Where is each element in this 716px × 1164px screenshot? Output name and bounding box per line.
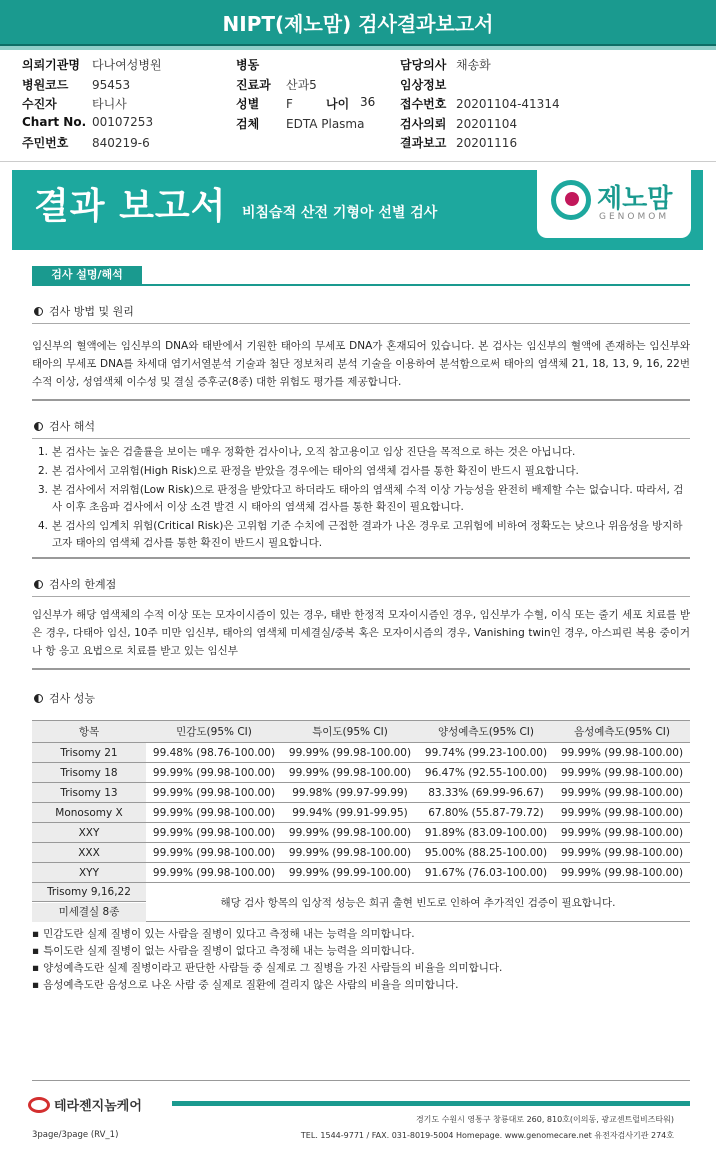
table-row [32, 743, 690, 763]
info-label: 의뢰기관명 [22, 58, 80, 72]
company-g-icon [28, 1097, 50, 1113]
info-label: Chart No. [22, 114, 87, 129]
table-cell: 99.99% (99.98-100.00) [282, 743, 418, 763]
info-value: 20201104-41314 [456, 97, 560, 111]
item-number: 3. [38, 484, 49, 496]
table-row [32, 803, 690, 823]
info-label: 병원코드 [22, 77, 69, 92]
info-value: EDTA Plasma [286, 116, 365, 131]
table-cell: 99.48% (98.76-100.00) [146, 743, 282, 763]
table-cell: 99.98% (99.97-99.99) [282, 783, 418, 803]
table-row [32, 823, 690, 843]
table-cell: 83.33% (69.99-96.67) [418, 783, 554, 803]
item-number: 4. [38, 520, 49, 532]
info-label: 병동 [236, 58, 260, 72]
table-cell: 91.67% (76.03-100.00) [418, 863, 554, 883]
info-label: 접수번호 [400, 97, 447, 111]
table-cell: 99.99% (99.98-100.00) [554, 803, 690, 823]
table-cell: Monosomy X [32, 803, 146, 823]
table-header-row [32, 721, 690, 743]
info-value: 20201116 [456, 136, 518, 150]
info-value: 타니사 [92, 97, 127, 111]
info-label: 주민번호 [22, 136, 69, 150]
table-cell: XYY [32, 863, 146, 883]
limits-end-rule [32, 668, 690, 670]
info-label: 진료과 [236, 77, 271, 92]
info-column-3 [400, 56, 560, 154]
logo-subtext: GENOMOM [599, 212, 670, 222]
rare-label-trisomy: Trisomy 9,16,22 [32, 883, 146, 902]
info-column-1 [22, 56, 162, 154]
item-text: 본 검사는 높은 검출률을 보이는 매우 정확한 검사이나, 오직 참고용이고 임상 진단을 목적으로 하는 것은 아닙니다. [52, 446, 576, 458]
rare-note: 해당 검사 항목의 임상적 성능은 희귀 출현 빈도로 인하여 추가적인 검증이 필요합니다. [220, 897, 616, 909]
company-name: 테라젠지놈케어 [54, 1099, 142, 1114]
info-value: F [286, 97, 293, 111]
info-label: 결과보고 [400, 136, 447, 150]
column-header: 음성예측도(95% CI) [554, 721, 690, 743]
limits-heading [34, 576, 116, 592]
report-title: NIPT(제노맘) 검사결과보고서 [0, 0, 716, 46]
section-tab: 검사 설명/해석 [32, 266, 142, 284]
interpretation-end-rule [32, 557, 690, 559]
limits-heading-text: 검사의 한계점 [49, 578, 117, 591]
banner-title: 결과 보고서 [34, 186, 227, 227]
performance-heading [34, 690, 95, 706]
table-cell: Trisomy 21 [32, 743, 146, 763]
info-value: 95453 [92, 77, 131, 92]
info-divider [0, 161, 716, 162]
table-cell: 99.99% (99.98-100.00) [146, 763, 282, 783]
info-value: 840219-6 [92, 136, 150, 150]
table-cell: 99.99% (99.98-100.00) [146, 843, 282, 863]
company-contact: TEL. 1544-9771 / FAX. 031-8019-5004 Homepage. www.genomecare.net 유전자검사기관 274호 [300, 1131, 674, 1140]
info-value: 다나여성병원 [92, 58, 162, 72]
table-cell: 99.99% (99.98-100.00) [146, 863, 282, 883]
interpretation-list [38, 444, 688, 554]
rare-label-microdeletion: 미세결실 8종 [32, 903, 146, 922]
column-header: 양성예측도(95% CI) [418, 721, 554, 743]
table-cell: Trisomy 18 [32, 763, 146, 783]
banner-subtitle: 비침습적 산전 기형아 선별 검사 [242, 205, 438, 221]
limits-text: 임신부가 해당 염색체의 수적 이상 또는 모자이시즘이 있는 경우, 태반 한정적 모자이시즘인 경우, 임신부가 수혈, 이식 또는 줄기 세포 치료를 받은 경우, 다태아 임신, 10주 미만 임신부, 태아의 염색체 미세결실/중복 혹은 모자이시즘의 경우, Vanishing twin인 경우, 아스피린 복용 중이거나 항 응고 요법으로 치료를 받고 있는 임신부 [32, 609, 690, 657]
footer-accent-bar [172, 1101, 690, 1106]
info-label: 검사의뢰 [400, 116, 447, 131]
logo-dot-icon [565, 192, 579, 206]
info-label: 검체 [236, 116, 260, 131]
company-address: 경기도 수원시 영통구 창룡대로 260, 810호(이의동, 광교센트럴비즈타워) [415, 1115, 674, 1124]
method-heading [34, 303, 134, 319]
column-header: 민감도(95% CI) [146, 721, 282, 743]
age-value: 36 [360, 95, 376, 109]
table-cell: 99.99% (99.98-100.00) [146, 823, 282, 843]
title-underline [0, 46, 716, 50]
performance-heading-text: 검사 성능 [49, 692, 96, 705]
column-header: 항목 [32, 721, 146, 743]
page-number: 3page/3page (RV_1) [32, 1130, 119, 1140]
table-cell: 99.99% (99.98-100.00) [554, 763, 690, 783]
info-label: 임상정보 [400, 77, 447, 92]
table-cell: 99.99% (99.98-100.00) [282, 843, 418, 863]
info-value: 20201104 [456, 116, 518, 131]
company-logo [28, 1095, 142, 1114]
info-label: 담당의사 [400, 58, 447, 72]
list-item [38, 482, 688, 516]
table-row [32, 783, 690, 803]
logo-text: 제노맘 [597, 184, 673, 214]
table-cell: XXY [32, 823, 146, 843]
note-item: ▪ 양성예측도란 실제 질병이라고 판단한 사람들 중 실제로 그 질병을 가진 사람들의 비율을 의미합니다. [32, 960, 502, 977]
genomom-logo [537, 170, 691, 238]
table-cell: 99.99% (99.98-100.00) [282, 823, 418, 843]
item-text: 본 검사의 임계치 위험(Critical Risk)은 고위험 기준 수치에 근접한 결과가 나온 경우로 고위험에 비하여 정확도는 낮으나 위음성을 방지하고자 태아의 염색체 검사를 통한 확진이 반드시 필요합니다. [52, 520, 683, 549]
section-line [32, 284, 690, 286]
table-cell: 99.99% (99.98-100.00) [554, 863, 690, 883]
method-text: 임신부의 혈액에는 임신부의 DNA와 태반에서 기원한 태아의 무세포 DNA가 혼재되어 있습니다. 본 검사는 임신부의 혈액에 존재하는 임신부와 태아의 무세포 DNA를 차세대 염기서열분석 기술과 첨단 정보처리 분석 기술을 이용하여 분석함으로써 태아의 염색체 21, 18, 13, 9, 16, 22번 수적 이상, 성염색체 이수성 및 결실 증후군(8종) 대한 위험도 평가를 제공합니다. [32, 340, 690, 388]
age-label: 나이 [326, 97, 350, 111]
definition-notes [32, 926, 502, 994]
item-number: 2. [38, 465, 49, 477]
table-row [32, 763, 690, 783]
info-label: 수진자 [22, 97, 57, 111]
method-rule [32, 323, 690, 324]
info-value: 채송화 [456, 58, 491, 72]
table-cell: 91.89% (83.09-100.00) [418, 823, 554, 843]
note-item: ▪ 음성예측도란 음성으로 나온 사람 중 실제로 질환에 걸리지 않은 사람의 비율을 의미합니다. [32, 977, 502, 994]
list-item [38, 444, 688, 461]
item-text: 본 검사에서 고위험(High Risk)으로 판정을 받았을 경우에는 태아의 염색체 검사를 통한 확진이 반드시 필요합니다. [52, 465, 579, 477]
method-end-rule [32, 399, 690, 401]
interpretation-rule [32, 438, 690, 439]
rare-items-row [32, 882, 690, 922]
table-cell: 99.99% (99.98-100.00) [554, 743, 690, 763]
table-cell: 99.99% (99.98-100.00) [282, 763, 418, 783]
table-cell: 99.99% (99.98-100.00) [554, 823, 690, 843]
item-number: 1. [38, 446, 49, 458]
info-value: 00107253 [92, 114, 154, 129]
column-header: 특이도(95% CI) [282, 721, 418, 743]
limits-rule [32, 596, 690, 597]
table-cell: 95.00% (88.25-100.00) [418, 843, 554, 863]
table-cell: 99.99% (99.98-100.00) [146, 783, 282, 803]
table-cell: 67.80% (55.87-79.72) [418, 803, 554, 823]
table-cell: 99.99% (99.98-100.00) [146, 803, 282, 823]
half-circle-icon [34, 307, 43, 316]
half-circle-icon [34, 580, 43, 589]
table-row [32, 843, 690, 863]
report-banner [12, 170, 703, 250]
interpretation-heading [34, 418, 95, 434]
table-cell: Trisomy 13 [32, 783, 146, 803]
half-circle-icon [34, 422, 43, 431]
table-cell: 99.99% (99.99-100.00) [282, 863, 418, 883]
table-cell: 99.74% (99.23-100.00) [418, 743, 554, 763]
table-cell: XXX [32, 843, 146, 863]
performance-table [32, 720, 690, 883]
table-cell: 99.99% (99.98-100.00) [554, 783, 690, 803]
table-cell: 96.47% (92.55-100.00) [418, 763, 554, 783]
info-value: 산과5 [286, 77, 317, 92]
list-item [38, 463, 688, 480]
item-text: 본 검사에서 저위험(Low Risk)으로 판정을 받았다고 하더라도 태아의 염색체 수적 이상 가능성을 완전히 배제할 수는 없습니다. 따라서, 검사 이후 초음파 검사에서 이상 소견 발견 시 태아의 염색체 검사를 통한 확진이 필요합니다. [52, 484, 684, 513]
info-label: 성별 [236, 97, 260, 111]
half-circle-icon [34, 694, 43, 703]
method-heading-text: 검사 방법 및 원리 [49, 305, 134, 318]
table-row [32, 863, 690, 883]
table-cell: 99.94% (99.91-99.95) [282, 803, 418, 823]
table-cell: 99.99% (99.98-100.00) [554, 843, 690, 863]
interpretation-heading-text: 검사 해석 [49, 420, 96, 433]
note-item: ▪ 특이도란 실제 질병이 없는 사람을 질병이 없다고 측정해 내는 능력을 의미합니다. [32, 943, 502, 960]
footer-divider [32, 1080, 690, 1081]
note-item: ▪ 민감도란 실제 질병이 있는 사람을 질병이 있다고 측정해 내는 능력을 의미합니다. [32, 926, 502, 943]
list-item [38, 518, 688, 552]
